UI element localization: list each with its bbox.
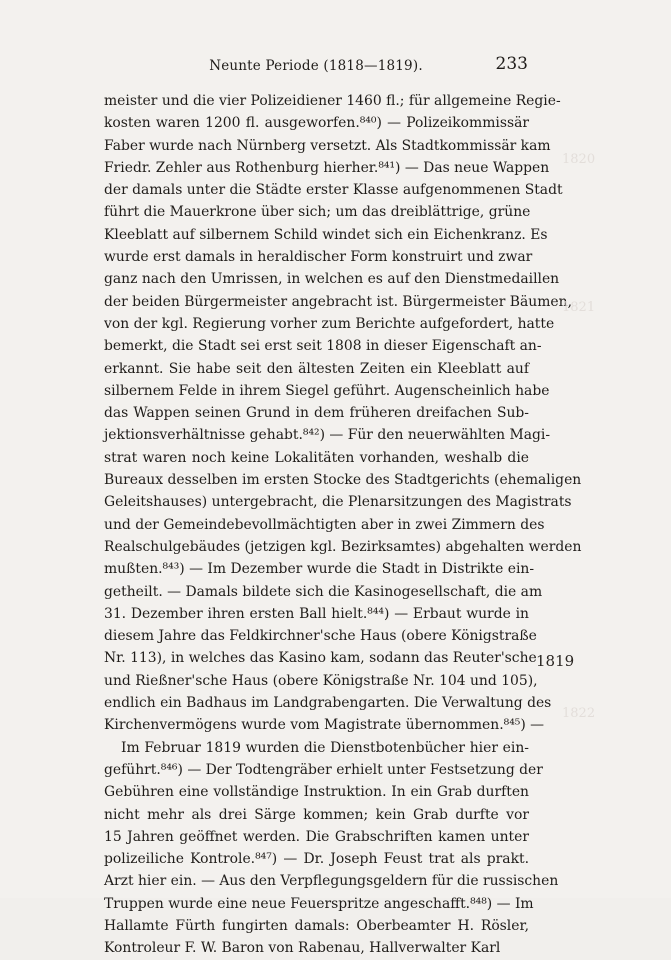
text-line: Geleitshauses) untergebracht, die Plenarsitzungen des Magistrats	[104, 494, 572, 511]
text-line: diesem Jahre das Feldkirchner'sche Haus (obere Königstraße	[104, 628, 537, 645]
text-line: mußten.⁸⁴³) — Im Dezember wurde die Stadt in Distrikte ein-	[104, 561, 535, 578]
text-line: strat waren noch keine Lokalitäten vorhanden, weshalb die	[104, 449, 529, 466]
text-line: nicht mehr als drei Särge kommen; kein Grab durfte vor	[104, 806, 529, 823]
text-line: von der kgl. Regierung vorher zum Berichte aufgefordert, hatte	[104, 315, 555, 332]
text-line: Faber wurde nach Nürnberg versetzt. Als Stadtkommissär kam	[104, 137, 551, 154]
text-line: und der Gemeindebevollmächtigten aber in zwei Zimmern des	[104, 516, 545, 533]
text-line: bemerkt, die Stadt sei erst seit 1808 in dieser Eigenschaft an-	[104, 338, 542, 355]
text-line: geführt.⁸⁴⁶) — Der Todtengräber erhielt unter Festsetzung der	[104, 761, 543, 778]
text-line: Friedr. Zehler aus Rothenburg hierher.⁸⁴¹) — Das neue Wappen	[104, 159, 550, 176]
text-line: Kirchenvermögens wurde vom Magistrate übernommen.⁸⁴⁵) —	[104, 717, 545, 734]
bleed-through-year: 1822	[562, 706, 596, 721]
text-line: Hallamte Fürth fungirten damals: Oberbeamter H. Rösler,	[104, 917, 529, 934]
text-line: erkannt. Sie habe seit den ältesten Zeiten ein Kleeblatt auf	[104, 360, 529, 377]
text-line: Realschulgebäudes (jetzigen kgl. Bezirksamtes) abgehalten werden	[104, 538, 582, 555]
running-title: Neunte Periode (1818—1819).	[209, 58, 423, 74]
text-line: wurde erst damals in heraldischer Form konstruirt und zwar	[104, 249, 533, 266]
text-line: Kleeblatt auf silbernem Schild windet sich ein Eichenkranz. Es	[104, 226, 548, 243]
text-line: Nr. 113), in welches das Kasino kam, sodann das Reuter'sche	[104, 650, 537, 667]
text-line: ganz nach den Umrissen, in welchen es auf den Dienstmedaillen	[104, 271, 560, 288]
text-line: polizeiliche Kontrole.⁸⁴⁷) — Dr. Joseph Feust trat als prakt.	[104, 851, 529, 868]
text-line: 31. Dezember ihren ersten Ball hielt.⁸⁴⁴) — Erbaut wurde in	[104, 605, 529, 622]
text-line: getheilt. — Damals bildete sich die Kasinogesellschaft, die am	[104, 583, 543, 600]
text-line: endlich ein Badhaus im Landgrabengarten. Die Verwaltung des	[104, 695, 552, 712]
text-line: und Rießner'sche Haus (obere Königstraße Nr. 104 und 105),	[104, 672, 538, 689]
page-number: 233	[495, 54, 528, 74]
text-line: meister und die vier Polizeidiener 1460 fl.; für allgemeine Regie-	[104, 93, 561, 109]
text-line: jektionsverhältnisse gehabt.⁸⁴²) — Für den neuerwählten Magi-	[104, 427, 551, 444]
text-line: Im Februar 1819 wurden die Dienstbotenbücher hier ein-	[121, 739, 529, 756]
bleed-through-year: 1820	[562, 152, 596, 167]
text-line: der beiden Bürgermeister angebracht ist. Bürgermeister Bäumen,	[104, 293, 572, 310]
bleed-through-year: 1821	[562, 300, 596, 315]
running-header	[104, 54, 528, 78]
text-line: das Wappen seinen Grund in dem früheren dreifachen Sub-	[104, 405, 529, 422]
text-line: Kontroleur F. W. Baron von Rabenau, Hallverwalter Karl	[104, 940, 501, 957]
margin-year: 1819	[536, 652, 575, 670]
text-line: führt die Mauerkrone über sich; um das dreiblättrige, grüne	[104, 204, 531, 221]
text-line: silbernem Felde in ihrem Siegel geführt. Augenscheinlich habe	[104, 382, 550, 399]
text-line: Bureaux desselben im ersten Stocke des Stadtgerichts (ehemaligen	[104, 472, 582, 489]
text-line: kosten waren 1200 fl. ausgeworfen.⁸⁴⁰) — Polizeikommissär	[104, 115, 529, 132]
text-line: Arzt hier ein. — Aus den Verpflegungsgeldern für die russischen	[104, 873, 559, 890]
text-line: der damals unter die Städte erster Klasse aufgenommenen Stadt	[104, 182, 563, 199]
text-line: Gebühren eine vollständige Instruktion. In ein Grab durften	[104, 784, 529, 801]
text-line: Truppen wurde eine neue Feuerspritze angeschafft.⁸⁴⁸) — Im	[104, 895, 534, 912]
text-line: 15 Jahren geöffnet werden. Die Grabschriften kamen unter	[104, 828, 529, 845]
